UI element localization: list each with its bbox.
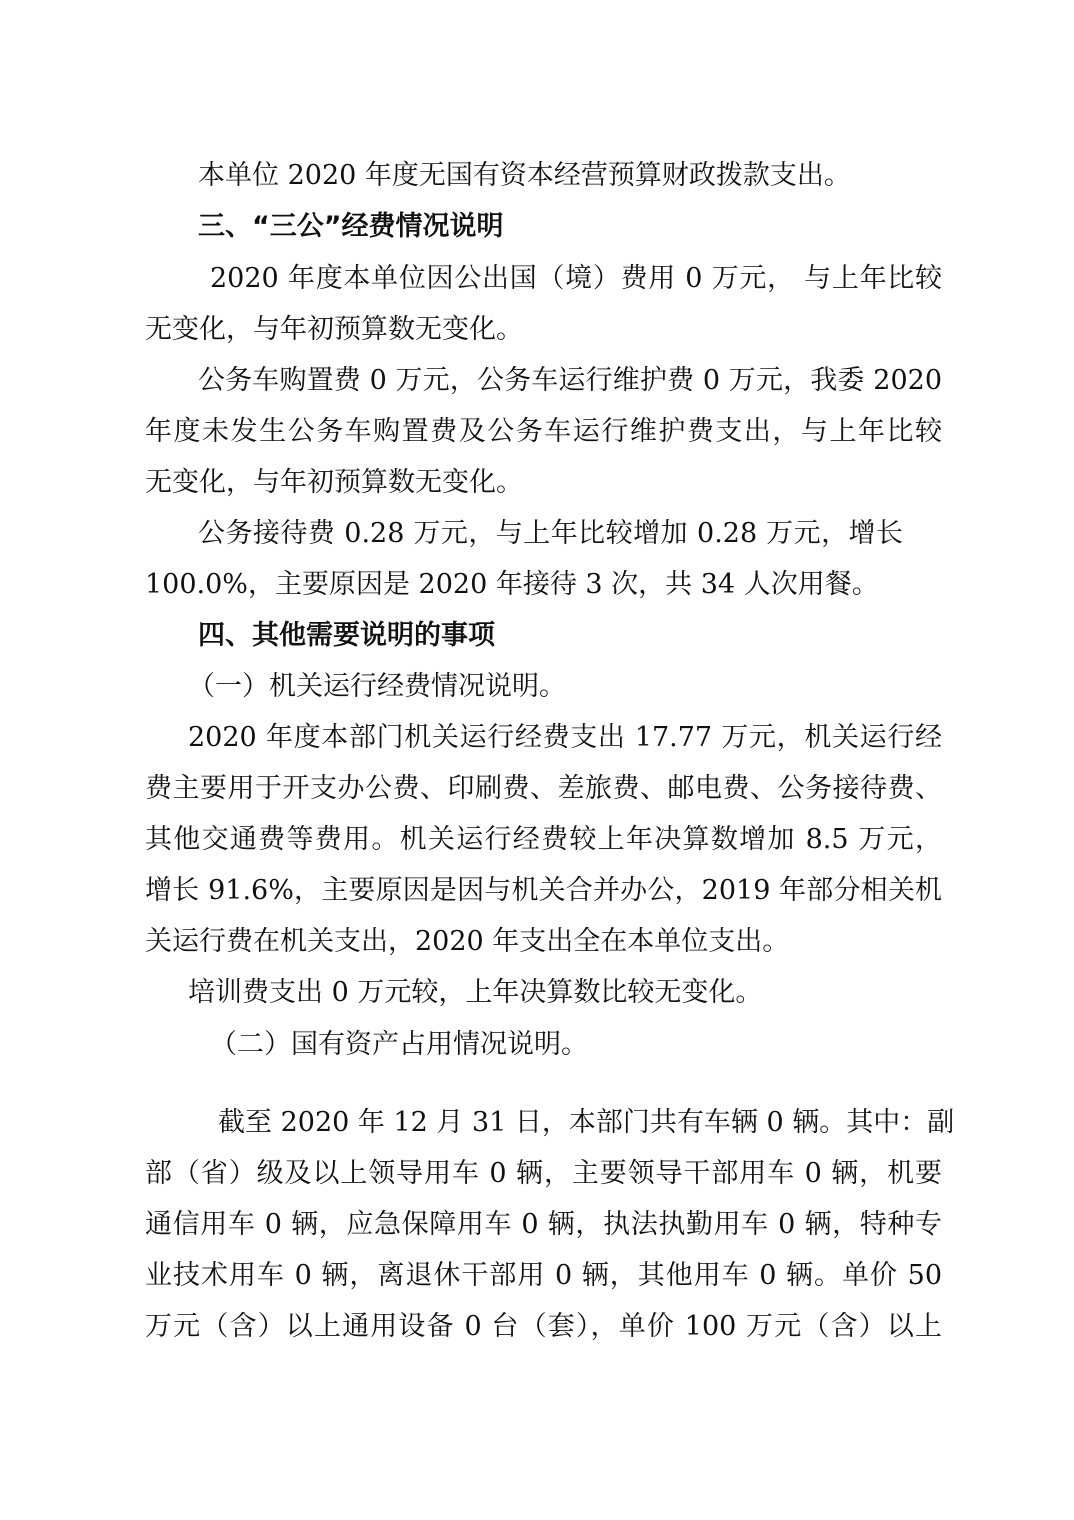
paragraph-line: 通信用车 0 辆，应急保障用车 0 辆，执法执勤用车 0 辆，特种专 [145,1209,942,1240]
paragraph-line: 公务接待费 0.28 万元，与上年比较增加 0.28 万元，增长 [198,518,903,549]
paragraph-line: 万元（含）以上通用设备 0 台（套），单价 100 万元（含）以上 [145,1311,942,1342]
section-heading: 四、其他需要说明的事项 [198,620,495,651]
paragraph-line: 费主要用于开支办公费、印刷费、差旅费、邮电费、公务接待费、 [145,773,942,804]
paragraph-line: 无变化，与年初预算数无变化。 [145,314,523,345]
subsection-heading: （二）国有资产占用情况说明。 [210,1029,588,1060]
paragraph-line: 增长 91.6%，主要原因是因与机关合并办公，2019 年部分相关机 [145,875,942,906]
paragraph-line: 培训费支出 0 万元较，上年决算数比较无变化。 [188,977,763,1008]
paragraph-line: 其他交通费等费用。机关运行经费较上年决算数增加 8.5 万元， [145,824,942,855]
paragraph-line: 100.0%，主要原因是 2020 年接待 3 次，共 34 人次用餐。 [145,569,879,600]
paragraph-line: 2020 年度本部门机关运行经费支出 17.77 万元，机关运行经 [188,722,942,753]
paragraph-line: 本单位 2020 年度无国有资本经营预算财政拨款支出。 [198,160,851,191]
paragraph-line: 年度未发生公务车购置费及公务车运行维护费支出，与上年比较 [145,416,942,447]
subsection-heading: （一）机关运行经费情况说明。 [188,671,566,702]
paragraph-line: 关运行费在机关支出，2020 年支出全在本单位支出。 [145,926,790,957]
paragraph-line: 2020 年度本单位因公出国（境）费用 0 万元， 与上年比较 [210,263,942,294]
paragraph-line: 无变化，与年初预算数无变化。 [145,467,523,498]
paragraph-line: 部（省）级及以上领导用车 0 辆，主要领导干部用车 0 辆，机要 [145,1158,942,1189]
section-heading: 三、“三公”经费情况说明 [198,211,504,242]
paragraph-line: 公务车购置费 0 万元，公务车运行维护费 0 万元，我委 2020 [198,365,942,396]
paragraph-line: 业技术用车 0 辆，离退休干部用 0 辆，其他用车 0 辆。单价 50 [145,1260,942,1291]
paragraph-line: 截至 2020 年 12 月 31 日，本部门共有车辆 0 辆。其中：副 [218,1107,955,1138]
